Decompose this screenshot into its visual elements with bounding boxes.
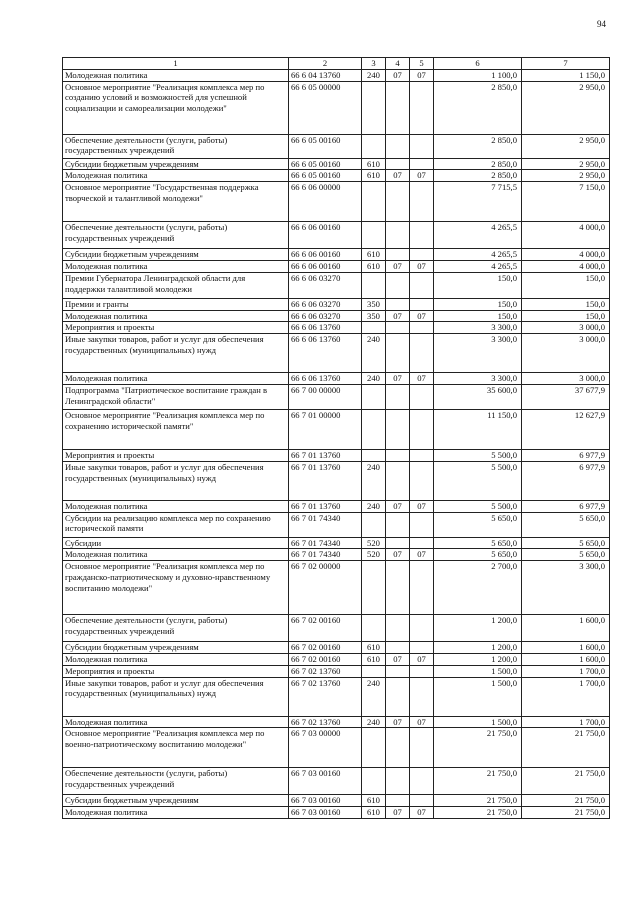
amount-year1-cell: 1 100,0 xyxy=(434,69,522,81)
section-cell: 07 xyxy=(386,260,410,272)
subsection-cell: 07 xyxy=(410,310,434,322)
expense-type-cell: 240 xyxy=(362,334,386,373)
section-cell: 07 xyxy=(386,500,410,512)
section-cell xyxy=(386,677,410,716)
expense-type-cell: 350 xyxy=(362,310,386,322)
header-cell: 7 xyxy=(522,58,610,70)
target-code-cell: 66 6 06 13760 xyxy=(289,334,362,373)
table-row xyxy=(63,512,610,537)
subsection-cell: 07 xyxy=(410,549,434,561)
section-cell xyxy=(386,728,410,768)
section-cell: 07 xyxy=(386,310,410,322)
item-name-cell: Обеспечение деятельности (услуги, работы) государственных учреждений xyxy=(63,134,289,158)
amount-year1-cell: 150,0 xyxy=(434,310,522,322)
target-code-cell: 66 7 02 13760 xyxy=(289,677,362,716)
amount-year2-cell: 4 000,0 xyxy=(522,222,610,249)
target-code-cell: 66 7 02 00160 xyxy=(289,615,362,642)
expense-type-cell: 240 xyxy=(362,373,386,385)
item-name-cell: Мероприятия и проекты xyxy=(63,665,289,677)
subsection-cell: 07 xyxy=(410,373,434,385)
item-name-cell: Молодежная политика xyxy=(63,716,289,728)
table-row xyxy=(63,409,610,449)
amount-year1-cell: 3 300,0 xyxy=(434,334,522,373)
item-name-cell: Обеспечение деятельности (услуги, работы) государственных учреждений xyxy=(63,768,289,795)
subsection-cell xyxy=(410,615,434,642)
expense-type-cell: 610 xyxy=(362,249,386,261)
target-code-cell: 66 6 06 13760 xyxy=(289,373,362,385)
item-name-cell: Мероприятия и проекты xyxy=(63,449,289,461)
amount-year1-cell: 21 750,0 xyxy=(434,795,522,807)
subsection-cell xyxy=(410,298,434,310)
target-code-cell: 66 6 06 00160 xyxy=(289,222,362,249)
table-row xyxy=(63,384,610,409)
target-code-cell: 66 7 01 13760 xyxy=(289,449,362,461)
item-name-cell: Молодежная политика xyxy=(63,549,289,561)
target-code-cell: 66 6 05 00160 xyxy=(289,134,362,158)
item-name-cell: Субсидии бюджетным учреждениям xyxy=(63,795,289,807)
subsection-cell xyxy=(410,728,434,768)
subsection-cell xyxy=(410,642,434,654)
expense-type-cell xyxy=(362,615,386,642)
header-cell: 4 xyxy=(386,58,410,70)
target-code-cell: 66 6 05 00160 xyxy=(289,170,362,182)
expense-type-cell: 350 xyxy=(362,298,386,310)
subsection-cell xyxy=(410,182,434,222)
table-row xyxy=(63,728,610,768)
target-code-cell: 66 6 06 00000 xyxy=(289,182,362,222)
target-code-cell: 66 7 03 00160 xyxy=(289,795,362,807)
subsection-cell xyxy=(410,561,434,615)
target-code-cell: 66 6 05 00160 xyxy=(289,158,362,170)
subsection-cell xyxy=(410,461,434,500)
amount-year2-cell: 6 977,9 xyxy=(522,461,610,500)
expense-type-cell: 240 xyxy=(362,69,386,81)
table-row xyxy=(63,182,610,222)
section-cell: 07 xyxy=(386,69,410,81)
expense-type-cell xyxy=(362,449,386,461)
amount-year2-cell: 21 750,0 xyxy=(522,807,610,819)
item-name-cell: Премии Губернатора Ленинградской области для поддержки талантливой молодежи xyxy=(63,272,289,298)
expense-type-cell: 240 xyxy=(362,500,386,512)
expense-type-cell: 610 xyxy=(362,260,386,272)
expense-type-cell xyxy=(362,512,386,537)
table-row xyxy=(63,373,610,385)
amount-year1-cell: 1 500,0 xyxy=(434,665,522,677)
amount-year2-cell: 3 300,0 xyxy=(522,561,610,615)
subsection-cell: 07 xyxy=(410,170,434,182)
amount-year2-cell: 21 750,0 xyxy=(522,795,610,807)
subsection-cell: 07 xyxy=(410,716,434,728)
item-name-cell: Иные закупки товаров, работ и услуг для обеспечения государственных (муниципальных) нужд xyxy=(63,334,289,373)
amount-year2-cell: 5 650,0 xyxy=(522,549,610,561)
section-cell xyxy=(386,461,410,500)
amount-year1-cell: 21 750,0 xyxy=(434,768,522,795)
target-code-cell: 66 7 02 00160 xyxy=(289,642,362,654)
table-row xyxy=(63,677,610,716)
item-name-cell: Субсидии бюджетным учреждениям xyxy=(63,249,289,261)
item-name-cell: Молодежная политика xyxy=(63,373,289,385)
expense-type-cell xyxy=(362,768,386,795)
table-row xyxy=(63,537,610,549)
amount-year1-cell: 4 265,5 xyxy=(434,222,522,249)
header-cell: 1 xyxy=(63,58,289,70)
amount-year2-cell: 3 000,0 xyxy=(522,334,610,373)
section-cell xyxy=(386,222,410,249)
amount-year2-cell: 5 650,0 xyxy=(522,537,610,549)
expense-type-cell xyxy=(362,81,386,134)
table-row xyxy=(63,69,610,81)
expense-type-cell: 610 xyxy=(362,807,386,819)
subsection-cell: 07 xyxy=(410,69,434,81)
page-number: 94 xyxy=(597,19,606,29)
subsection-cell xyxy=(410,81,434,134)
target-code-cell: 66 6 05 00000 xyxy=(289,81,362,134)
item-name-cell: Обеспечение деятельности (услуги, работы) государственных учреждений xyxy=(63,222,289,249)
section-cell xyxy=(386,449,410,461)
amount-year2-cell: 3 000,0 xyxy=(522,373,610,385)
section-cell xyxy=(386,334,410,373)
subsection-cell xyxy=(410,449,434,461)
subsection-cell xyxy=(410,322,434,334)
section-cell xyxy=(386,537,410,549)
expense-type-cell xyxy=(362,222,386,249)
table-row xyxy=(63,81,610,134)
amount-year2-cell: 12 627,9 xyxy=(522,409,610,449)
table-row xyxy=(63,653,610,665)
item-name-cell: Субсидии бюджетным учреждениям xyxy=(63,642,289,654)
amount-year1-cell: 11 150,0 xyxy=(434,409,522,449)
item-name-cell: Мероприятия и проекты xyxy=(63,322,289,334)
header-cell: 2 xyxy=(289,58,362,70)
subsection-cell xyxy=(410,222,434,249)
amount-year1-cell: 5 650,0 xyxy=(434,537,522,549)
section-cell xyxy=(386,795,410,807)
subsection-cell xyxy=(410,795,434,807)
section-cell xyxy=(386,642,410,654)
amount-year1-cell: 4 265,5 xyxy=(434,260,522,272)
table-row xyxy=(63,170,610,182)
amount-year2-cell: 37 677,9 xyxy=(522,384,610,409)
amount-year2-cell: 1 700,0 xyxy=(522,665,610,677)
subsection-cell xyxy=(410,665,434,677)
target-code-cell: 66 7 03 00160 xyxy=(289,807,362,819)
table-row xyxy=(63,272,610,298)
target-code-cell: 66 6 06 03270 xyxy=(289,298,362,310)
subsection-cell: 07 xyxy=(410,653,434,665)
section-cell xyxy=(386,615,410,642)
subsection-cell xyxy=(410,249,434,261)
amount-year2-cell: 3 000,0 xyxy=(522,322,610,334)
amount-year1-cell: 2 850,0 xyxy=(434,170,522,182)
section-cell: 07 xyxy=(386,170,410,182)
amount-year1-cell: 2 700,0 xyxy=(434,561,522,615)
section-cell xyxy=(386,768,410,795)
subsection-cell xyxy=(410,272,434,298)
item-name-cell: Иные закупки товаров, работ и услуг для обеспечения государственных (муниципальных) нужд xyxy=(63,461,289,500)
expense-type-cell xyxy=(362,272,386,298)
amount-year2-cell: 150,0 xyxy=(522,310,610,322)
amount-year1-cell: 2 850,0 xyxy=(434,81,522,134)
subsection-cell: 07 xyxy=(410,260,434,272)
item-name-cell: Основное мероприятие "Реализация комплекса мер по военно-патриотическому воспитанию молодежи" xyxy=(63,728,289,768)
target-code-cell: 66 7 02 13760 xyxy=(289,716,362,728)
amount-year1-cell: 3 300,0 xyxy=(434,373,522,385)
table-row xyxy=(63,561,610,615)
amount-year1-cell: 2 850,0 xyxy=(434,158,522,170)
expense-type-cell: 520 xyxy=(362,549,386,561)
amount-year2-cell: 7 150,0 xyxy=(522,182,610,222)
section-cell xyxy=(386,81,410,134)
item-name-cell: Молодежная политика xyxy=(63,500,289,512)
expense-type-cell: 610 xyxy=(362,170,386,182)
expense-type-cell: 610 xyxy=(362,795,386,807)
target-code-cell: 66 6 04 13760 xyxy=(289,69,362,81)
target-code-cell: 66 7 02 13760 xyxy=(289,665,362,677)
section-cell: 07 xyxy=(386,807,410,819)
section-cell xyxy=(386,512,410,537)
amount-year1-cell: 5 500,0 xyxy=(434,461,522,500)
subsection-cell xyxy=(410,384,434,409)
table-row xyxy=(63,260,610,272)
item-name-cell: Субсидии бюджетным учреждениям xyxy=(63,158,289,170)
expense-type-cell xyxy=(362,322,386,334)
target-code-cell: 66 7 01 74340 xyxy=(289,549,362,561)
target-code-cell: 66 6 06 00160 xyxy=(289,249,362,261)
amount-year2-cell: 1 700,0 xyxy=(522,716,610,728)
expense-type-cell xyxy=(362,409,386,449)
expense-type-cell: 520 xyxy=(362,537,386,549)
header-cell: 6 xyxy=(434,58,522,70)
item-name-cell: Молодежная политика xyxy=(63,170,289,182)
target-code-cell: 66 7 03 00000 xyxy=(289,728,362,768)
table-row xyxy=(63,549,610,561)
amount-year2-cell: 4 000,0 xyxy=(522,260,610,272)
amount-year1-cell: 2 850,0 xyxy=(434,134,522,158)
target-code-cell: 66 7 02 00000 xyxy=(289,561,362,615)
item-name-cell: Подпрограмма "Патриотическое воспитание граждан в Ленинградской области" xyxy=(63,384,289,409)
section-cell xyxy=(386,134,410,158)
amount-year1-cell: 1 200,0 xyxy=(434,615,522,642)
item-name-cell: Молодежная политика xyxy=(63,260,289,272)
item-name-cell: Обеспечение деятельности (услуги, работы) государственных учреждений xyxy=(63,615,289,642)
amount-year2-cell: 1 600,0 xyxy=(522,653,610,665)
amount-year1-cell: 5 650,0 xyxy=(434,512,522,537)
amount-year1-cell: 5 500,0 xyxy=(434,500,522,512)
target-code-cell: 66 6 06 13760 xyxy=(289,322,362,334)
expense-type-cell xyxy=(362,134,386,158)
table-row xyxy=(63,642,610,654)
item-name-cell: Премии и гранты xyxy=(63,298,289,310)
table-row xyxy=(63,768,610,795)
target-code-cell: 66 7 01 74340 xyxy=(289,537,362,549)
expense-type-cell xyxy=(362,182,386,222)
expense-type-cell: 240 xyxy=(362,716,386,728)
target-code-cell: 66 7 00 00000 xyxy=(289,384,362,409)
item-name-cell: Молодежная политика xyxy=(63,653,289,665)
subsection-cell xyxy=(410,768,434,795)
section-cell: 07 xyxy=(386,373,410,385)
target-code-cell: 66 7 01 13760 xyxy=(289,500,362,512)
target-code-cell: 66 7 02 00160 xyxy=(289,653,362,665)
amount-year2-cell: 1 600,0 xyxy=(522,642,610,654)
table-row xyxy=(63,158,610,170)
amount-year2-cell: 150,0 xyxy=(522,298,610,310)
subsection-cell xyxy=(410,334,434,373)
amount-year2-cell: 4 000,0 xyxy=(522,249,610,261)
item-name-cell: Основное мероприятие "Реализация комплекса мер по гражданско-патриотическому и духовно-нравственному воспитанию молодежи" xyxy=(63,561,289,615)
amount-year2-cell: 1 600,0 xyxy=(522,615,610,642)
table-row xyxy=(63,134,610,158)
amount-year2-cell: 21 750,0 xyxy=(522,728,610,768)
expense-type-cell: 610 xyxy=(362,642,386,654)
table-row xyxy=(63,249,610,261)
item-name-cell: Иные закупки товаров, работ и услуг для обеспечения государственных (муниципальных) нужд xyxy=(63,677,289,716)
header-cell: 3 xyxy=(362,58,386,70)
amount-year2-cell: 2 950,0 xyxy=(522,158,610,170)
section-cell xyxy=(386,665,410,677)
expense-type-cell xyxy=(362,665,386,677)
subsection-cell xyxy=(410,409,434,449)
subsection-cell: 07 xyxy=(410,807,434,819)
subsection-cell xyxy=(410,537,434,549)
target-code-cell: 66 6 06 00160 xyxy=(289,260,362,272)
section-cell: 07 xyxy=(386,716,410,728)
amount-year1-cell: 4 265,5 xyxy=(434,249,522,261)
section-cell xyxy=(386,182,410,222)
expense-type-cell xyxy=(362,384,386,409)
table-row xyxy=(63,322,610,334)
amount-year1-cell: 1 200,0 xyxy=(434,642,522,654)
table-row xyxy=(63,807,610,819)
amount-year1-cell: 1 500,0 xyxy=(434,677,522,716)
table-row xyxy=(63,615,610,642)
section-cell xyxy=(386,272,410,298)
section-cell xyxy=(386,158,410,170)
item-name-cell: Субсидии на реализацию комплекса мер по сохранению исторической памяти xyxy=(63,512,289,537)
section-cell xyxy=(386,249,410,261)
amount-year2-cell: 2 950,0 xyxy=(522,170,610,182)
subsection-cell xyxy=(410,512,434,537)
amount-year2-cell: 2 950,0 xyxy=(522,81,610,134)
target-code-cell: 66 7 01 74340 xyxy=(289,512,362,537)
section-cell xyxy=(386,561,410,615)
amount-year1-cell: 1 500,0 xyxy=(434,716,522,728)
amount-year2-cell: 1 700,0 xyxy=(522,677,610,716)
section-cell xyxy=(386,384,410,409)
item-name-cell: Основное мероприятие "Реализация комплекса мер по созданию условий и возможностей для успешной социализации и самореализации молодежи" xyxy=(63,81,289,134)
table-row xyxy=(63,449,610,461)
expense-type-cell: 240 xyxy=(362,677,386,716)
amount-year2-cell: 6 977,9 xyxy=(522,449,610,461)
amount-year1-cell: 150,0 xyxy=(434,272,522,298)
table-header-row xyxy=(63,58,610,70)
subsection-cell xyxy=(410,134,434,158)
amount-year1-cell: 5 500,0 xyxy=(434,449,522,461)
target-code-cell: 66 6 06 03270 xyxy=(289,272,362,298)
amount-year2-cell: 5 650,0 xyxy=(522,512,610,537)
target-code-cell: 66 6 06 03270 xyxy=(289,310,362,322)
target-code-cell: 66 7 01 00000 xyxy=(289,409,362,449)
table-row xyxy=(63,461,610,500)
budget-table xyxy=(62,57,610,819)
subsection-cell xyxy=(410,677,434,716)
amount-year2-cell: 6 977,9 xyxy=(522,500,610,512)
subsection-cell xyxy=(410,158,434,170)
item-name-cell: Основное мероприятие "Государственная поддержка творческой и талантливой молодежи" xyxy=(63,182,289,222)
amount-year2-cell: 21 750,0 xyxy=(522,768,610,795)
item-name-cell: Основное мероприятие "Реализация комплекса мер по сохранению исторической памяти" xyxy=(63,409,289,449)
table-row xyxy=(63,298,610,310)
item-name-cell: Молодежная политика xyxy=(63,69,289,81)
expense-type-cell xyxy=(362,561,386,615)
item-name-cell: Молодежная политика xyxy=(63,310,289,322)
table-row xyxy=(63,310,610,322)
table-row xyxy=(63,334,610,373)
amount-year1-cell: 21 750,0 xyxy=(434,728,522,768)
section-cell: 07 xyxy=(386,653,410,665)
table-row xyxy=(63,665,610,677)
item-name-cell: Субсидии xyxy=(63,537,289,549)
table-row xyxy=(63,795,610,807)
section-cell: 07 xyxy=(386,549,410,561)
amount-year1-cell: 35 600,0 xyxy=(434,384,522,409)
table-row xyxy=(63,222,610,249)
expense-type-cell: 610 xyxy=(362,158,386,170)
table-row xyxy=(63,716,610,728)
expense-type-cell: 610 xyxy=(362,653,386,665)
amount-year2-cell: 2 950,0 xyxy=(522,134,610,158)
expense-type-cell: 240 xyxy=(362,461,386,500)
amount-year2-cell: 1 150,0 xyxy=(522,69,610,81)
amount-year1-cell: 21 750,0 xyxy=(434,807,522,819)
amount-year1-cell: 7 715,5 xyxy=(434,182,522,222)
amount-year2-cell: 150,0 xyxy=(522,272,610,298)
amount-year1-cell: 5 650,0 xyxy=(434,549,522,561)
target-code-cell: 66 7 01 13760 xyxy=(289,461,362,500)
section-cell xyxy=(386,298,410,310)
amount-year1-cell: 3 300,0 xyxy=(434,322,522,334)
section-cell xyxy=(386,322,410,334)
subsection-cell: 07 xyxy=(410,500,434,512)
target-code-cell: 66 7 03 00160 xyxy=(289,768,362,795)
amount-year1-cell: 1 200,0 xyxy=(434,653,522,665)
amount-year1-cell: 150,0 xyxy=(434,298,522,310)
table-row xyxy=(63,500,610,512)
item-name-cell: Молодежная политика xyxy=(63,807,289,819)
header-cell: 5 xyxy=(410,58,434,70)
section-cell xyxy=(386,409,410,449)
expense-type-cell xyxy=(362,728,386,768)
